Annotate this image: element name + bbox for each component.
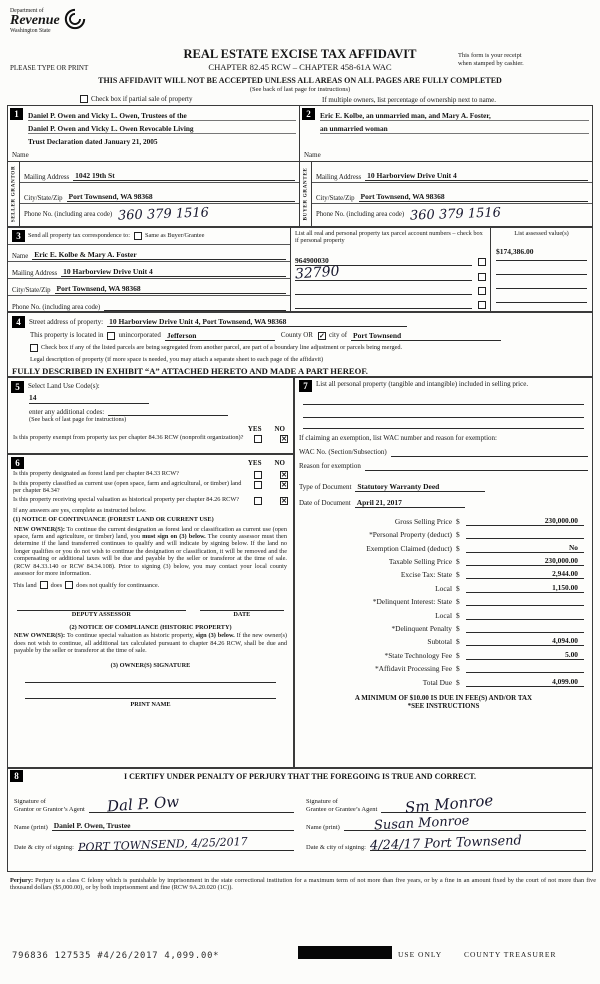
form-title: REAL ESTATE EXCISE TAX AFFIDAVIT (183, 47, 417, 61)
parcel-personal-checkbox-3[interactable] (478, 287, 486, 295)
assessed-values-header: List assessed value(s) (514, 230, 569, 237)
exempt-question-row (13, 434, 288, 443)
seller-mailing-row (20, 162, 299, 183)
assessed-value-field-4[interactable] (496, 289, 587, 303)
current-use-boxes (254, 480, 288, 489)
deputy-assessor-label: DEPUTY ASSESSOR (71, 611, 131, 619)
street-address-label: Street address of property: (29, 317, 104, 326)
does-label: does (50, 581, 63, 589)
notice1-title: (1) NOTICE OF CONTINUANCE (FOREST LAND OR CURRENT USE) (13, 516, 214, 524)
fee-value-field[interactable]: 230,000.00 (466, 556, 584, 566)
grantee-name-row (306, 813, 586, 834)
notice1-body (14, 526, 287, 578)
section1-badge: 1 (10, 108, 23, 120)
seller-name-line3[interactable]: Trust Declaration dated January 21, 2005 (28, 137, 158, 146)
county-field[interactable]: Jefferson (165, 331, 275, 341)
land-use-header-row (11, 380, 290, 393)
county-or-label: County OR (280, 331, 313, 340)
grantor-date-row (14, 831, 294, 854)
currency-symbol: $ (456, 543, 460, 553)
historic-question (13, 496, 288, 505)
perjury-lead: Perjury: (10, 877, 34, 884)
parcel-row-4 (295, 295, 486, 309)
seller-name-line2[interactable]: Daniel P. Owen and Vicky L. Owen Revocable Living (28, 121, 296, 134)
grantee-signature-field[interactable] (381, 791, 586, 817)
section7-badge: 7 (299, 380, 312, 392)
fee-value-field[interactable]: 4,094.00 (466, 636, 584, 646)
buyer-side-strip (300, 162, 312, 226)
fee-row-tech-fee (299, 646, 584, 659)
fee-row-total-due (299, 673, 584, 686)
fee-label: Total Due (422, 677, 452, 687)
seller-name-area (8, 106, 299, 162)
unincorporated-label: unincorporated (118, 331, 161, 340)
buyer-box (300, 106, 592, 226)
grantee-date-handwriting: 4/24/17 Port Townsend (369, 833, 523, 854)
notice2-title: (2) NOTICE OF COMPLIANCE (HISTORIC PROPERTY) (69, 623, 232, 631)
parcel-numbers-column (291, 228, 491, 311)
fee-row-exemption (299, 539, 584, 552)
section5-yes-no-header (11, 425, 290, 433)
personal-property-header-row (299, 380, 588, 392)
if-yes-note: If any answers are yes, complete as instructed below. (13, 506, 147, 514)
grantor-sig-label-line2: Grantor or Grantor’s Agent (14, 805, 85, 813)
seller-lower (8, 162, 299, 226)
this-land-label: This land (13, 581, 37, 589)
personal-property-label: List all personal property (tangible and intangible) included in selling price. (316, 380, 529, 388)
legal-description-label: Legal description of property (if more space is needed, you may attach a separate sheet to each page of the affidavit) (30, 356, 324, 363)
buyer-city-row (312, 183, 592, 204)
historic-yes-checkbox[interactable] (254, 497, 262, 505)
correspondence-name-label: Name (12, 253, 29, 260)
grantor-sig-label-line1: Signature of (14, 798, 46, 805)
current-use-no-checkbox[interactable]: ✕ (281, 481, 287, 489)
section5-badge: 5 (11, 381, 24, 393)
forest-land-question-text: Is this property designated as forest land per chapter 84.33 RCW? (13, 470, 179, 477)
section6-no-label: NO (274, 459, 285, 467)
owners-signature-field[interactable] (25, 669, 276, 683)
notice1-new-owners: NEW OWNER(S): (14, 525, 65, 533)
buyer-name-line2[interactable]: an unmarried woman (320, 121, 589, 134)
fee-label: Exemption Claimed (deduct) (366, 543, 452, 553)
personal-property-line-1[interactable] (303, 394, 584, 405)
fee-value-field[interactable]: 230,000.00 (466, 516, 584, 526)
fee-row-personal (299, 526, 584, 539)
grantor-signature-row (14, 785, 294, 816)
grantor-signature-block (8, 783, 300, 853)
section6-designations (7, 454, 294, 768)
parcel-number-field-3[interactable] (295, 285, 472, 295)
parcel-number-field-1[interactable]: 964900030 (295, 256, 472, 266)
fee-label: *Delinquent Interest: State (372, 597, 452, 607)
please-type-label: PLEASE TYPE OR PRINT (10, 64, 89, 72)
buyer-mailing-field[interactable]: 10 Harborview Drive Unit 4 (365, 171, 588, 181)
cashier-stamp-text: 796836 127535 #4/26/2017 4,099.00* (12, 951, 220, 961)
currency-symbol: $ (456, 624, 460, 634)
fee-label: Local (435, 610, 452, 620)
exempt-answer-boxes (254, 434, 288, 443)
fee-row-subtotal (299, 633, 584, 646)
select-land-use-label: Select Land Use Code(s): (28, 382, 100, 391)
section3-badge: 3 (12, 230, 25, 242)
assessed-values-column (491, 228, 592, 311)
fee-label: *Delinquent Penalty (391, 624, 452, 634)
segregated-label: Check box if any of the listed parcels are being segregated from another parcel, are part of a boundary line adjustment or parcels being merged. (41, 344, 403, 352)
certify-header (8, 769, 592, 783)
notice2-sign-below: sign (3) below. (195, 632, 235, 640)
use-only-label: USE ONLY (398, 950, 443, 959)
forest-land-question (13, 470, 288, 479)
send-correspondence-label: Send all property tax correspondence to: (28, 232, 130, 240)
assessed-value-field-2[interactable] (496, 261, 587, 275)
grantor-name-print-label: Name (print) (14, 823, 48, 831)
buyer-name-line3[interactable] (320, 134, 589, 147)
historic-boxes (254, 496, 288, 505)
grantor-name-print-field[interactable]: Daniel P. Owen, Trustee (52, 821, 294, 831)
current-use-yes-checkbox[interactable] (254, 481, 262, 489)
section2-badge: 2 (302, 108, 315, 120)
section6-badge: 6 (11, 457, 24, 469)
receipt-note-line1: This form is your receipt (458, 52, 522, 59)
wac-row (299, 443, 588, 457)
fee-row-delinq-penalty (299, 620, 584, 633)
seller-name-line1[interactable]: Daniel P. Owen and Vicky L. Owen, Trustees of the (28, 108, 296, 121)
historic-question-text: Is this property receiving special valuation as historical property per chapter 84.26 RCW? (13, 495, 240, 503)
seller-box (8, 106, 300, 226)
fee-label: Subtotal (427, 637, 452, 647)
continuance-row (13, 581, 288, 589)
section5-see-back: (See back of last page for instructions) (29, 416, 127, 423)
currency-symbol: $ (456, 637, 460, 647)
parcel-row-3 (295, 281, 486, 295)
correspondence-phone-field[interactable] (104, 302, 286, 311)
fee-table (299, 513, 588, 687)
revenue-swirl-icon (64, 8, 86, 32)
warning-line: THIS AFFIDAVIT WILL NOT BE ACCEPTED UNLESS ALL AREAS ON ALL PAGES ARE FULLY COMPLETED (98, 76, 502, 85)
washington-state-label: Washington State (10, 28, 51, 34)
grantor-signature-handwriting: Dal P. Ow (106, 792, 180, 816)
does-not-label: does not qualify for continuance. (76, 581, 160, 589)
grantor-sig-label (14, 798, 85, 813)
section8-badge: 8 (10, 770, 23, 782)
grantor-date-handwriting: PORT TOWNSEND, 4/25/2017 (77, 835, 248, 854)
section6-yes-label: YES (247, 459, 262, 467)
buyer-name-line1[interactable]: Eric E. Kolbe, an unmarried man, and Mary A. Foster, (320, 108, 589, 121)
seller-name-label: Name (12, 150, 29, 159)
county-treasurer-label: COUNTY TREASURER (464, 950, 557, 959)
dept-of-label: Department of (10, 8, 44, 14)
does-checkbox[interactable] (40, 581, 48, 589)
forest-yes-checkbox[interactable] (254, 471, 262, 479)
fee-value-field[interactable]: 5.00 (466, 650, 584, 660)
located-pre-label: This property is located in (30, 331, 104, 340)
fee-row-gross (299, 513, 584, 526)
exempt-yes-checkbox[interactable] (254, 435, 262, 443)
fee-row-excise-local (299, 579, 584, 592)
grantor-name-row (14, 813, 294, 831)
notice1-text1: To continue the current designation as forest land or classification as current use (open space, farm and agriculture, or timber) land, you (14, 525, 287, 541)
personal-property-line-2[interactable] (303, 407, 584, 418)
section5-land-use (7, 377, 294, 454)
print-name-field[interactable] (25, 683, 276, 699)
redaction-bar (298, 946, 392, 959)
notice2-new-owners: NEW OWNER(S): (14, 632, 66, 640)
revenue-wordmark: Revenue (10, 13, 60, 28)
fee-row-delinq-interest-state (299, 593, 584, 606)
parcel-row-2 (294, 263, 486, 283)
currency-symbol: $ (456, 557, 460, 567)
seller-phone-row (20, 204, 299, 225)
doc-type-label: Type of Document (299, 483, 352, 491)
grantee-date-row (306, 831, 586, 854)
street-address-field[interactable]: 10 Harborview Drive Unit 4, Port Townsend, WA 98368 (107, 317, 407, 327)
buyer-grantee-vertical-label: BUYER GRANTEE (302, 167, 309, 221)
seller-mailing-label: Mailing Address (24, 174, 70, 181)
fee-value-field[interactable]: 1,150.00 (466, 583, 584, 593)
grantee-name-handwriting: Susan Monroe (373, 813, 470, 834)
personal-property-line-3[interactable] (303, 418, 584, 429)
receipt-note (458, 52, 574, 67)
dept-revenue-logo (10, 8, 140, 34)
fee-value-field[interactable]: 2,944.00 (466, 569, 584, 579)
buyer-phone-row (312, 204, 592, 225)
parcel-numbers-header: List all real and personal property tax parcel account numbers – check box if personal property (295, 230, 483, 245)
grantor-date-field[interactable] (77, 835, 294, 854)
correspondence-city-field[interactable]: Port Townsend, WA 98368 (55, 284, 286, 294)
fee-value-field[interactable]: 4,099.00 (466, 677, 584, 687)
current-use-question-text: Is this property classified as current use (open space, farm and agricultural, or timber) land per chapter 84.34? (13, 480, 242, 495)
forest-no-checkbox[interactable]: ✕ (281, 471, 287, 479)
currency-symbol: $ (456, 583, 460, 593)
certify-statement: I CERTIFY UNDER PENALTY OF PERJURY THAT THE FOREGOING IS TRUE AND CORRECT. (123, 772, 476, 781)
grantee-date-field[interactable] (369, 833, 586, 854)
buyer-name-label: Name (304, 150, 321, 159)
buyer-city-label: City/State/Zip (316, 195, 355, 202)
additional-codes-field[interactable] (108, 407, 228, 416)
section6-yes-no-header (234, 459, 290, 467)
see-back-line: (See back of last page for instructions) (249, 86, 351, 93)
city-name-field[interactable]: Port Townsend (351, 331, 501, 341)
fee-label: *Personal Property (deduct) (369, 530, 452, 540)
seller-mailing-field[interactable]: 1042 19th St (73, 171, 295, 181)
fee-value-field[interactable] (466, 605, 584, 606)
additional-codes-label: enter any additional codes: (29, 407, 105, 416)
correspondence-city-row (8, 279, 290, 296)
deputy-assessor-row (17, 601, 284, 618)
exempt-no-checkbox[interactable]: ✕ (281, 435, 287, 443)
buyer-name-area (300, 106, 592, 162)
print-name-label: PRINT NAME (130, 700, 171, 708)
forest-land-boxes (254, 470, 288, 479)
grantee-date-label: Date & city of signing: (306, 843, 366, 851)
fee-value-field[interactable] (466, 672, 584, 673)
section4-property-location (7, 312, 593, 377)
seller-side-strip (8, 162, 20, 226)
deputy-date-field[interactable] (200, 601, 284, 611)
buyer-phone-field[interactable]: 360 379 1516 (409, 205, 502, 224)
land-use-code-field[interactable]: 14 (29, 393, 149, 404)
chapter-subtitle: CHAPTER 82.45 RCW – CHAPTER 458-61A WAC (208, 62, 392, 72)
seller-city-field[interactable]: Port Townsend, WA 98368 (67, 192, 295, 202)
buyer-mailing-row (312, 162, 592, 183)
fee-value-field[interactable]: No (466, 543, 584, 553)
fee-value-field[interactable] (466, 632, 584, 633)
multiple-owners-note: If multiple owners, list percentage of ownership next to name. (322, 96, 496, 104)
doc-date-label: Date of Document (299, 499, 351, 507)
currency-symbol: $ (456, 516, 460, 526)
currency-symbol: $ (456, 597, 460, 607)
fee-label: *Affidavit Processing Fee (374, 664, 452, 674)
section5-no-label: NO (274, 425, 285, 433)
parcel-personal-checkbox-4[interactable] (478, 301, 486, 309)
parcel-number-field-4[interactable] (295, 299, 472, 309)
parcel-personal-checkbox-2[interactable] (478, 273, 486, 281)
notice2-body (14, 632, 287, 654)
grantee-sig-label-line1: Signature of (306, 798, 338, 805)
historic-no-checkbox[interactable]: ✕ (281, 496, 287, 505)
perjury-body: Perjury is a class C felony which is punishable by imprisonment in the state correctional institution for a maximum term of not more than five years, or by a fine in an amount fixed by the court of not more than five thousand dollars ($5,000.00), or by both imprisonment and fine (RCW 9A.20.020 (1C)). (10, 877, 596, 892)
fee-row-processing-fee (299, 660, 584, 673)
doc-type-field[interactable]: Statutory Warranty Deed (355, 482, 485, 492)
parties-section (7, 105, 593, 227)
grantee-name-print-field[interactable] (344, 813, 586, 834)
grantee-signature-row (306, 785, 586, 817)
same-as-buyer-label: Same as Buyer/Grantee (144, 232, 205, 240)
fee-label: Local (435, 583, 452, 593)
currency-symbol: $ (456, 650, 460, 660)
segregated-checkbox[interactable] (30, 344, 38, 352)
seller-grantor-vertical-label: SELLER GRANTOR (10, 165, 17, 223)
exemption-note: If claiming an exemption, list WAC number and reason for exemption: (299, 434, 497, 442)
correspondence-city-label: City/State/Zip (12, 287, 51, 294)
notice1-text2: The county assessor must then determine if the land transferred continues to qualify and will indicate by signing below. If the land no longer qualifies or you do not wish to continue the designation or classification, it will be removed and the compensating or additional taxes will be due and payable by the seller or transferor at the time of sale. (RCW 84.33.140 or RCW 84.34.108). Prior to signing (3) below, you may contact your local county assessor for more information. (14, 533, 287, 578)
buyer-lower (300, 162, 592, 226)
buyer-mailing-label: Mailing Address (316, 174, 362, 181)
partial-sale-label: Check box if partial sale of property (91, 95, 193, 103)
city-of-checkbox[interactable]: ✓ (319, 331, 325, 340)
current-use-question (13, 480, 288, 495)
reason-field[interactable] (365, 462, 588, 471)
receipt-note-line2: when stamped by cashier. (458, 59, 524, 67)
section3-correspondence (7, 227, 593, 312)
grantee-signature-handwriting: Sm Monroe (404, 791, 495, 817)
additional-codes-row (11, 404, 290, 416)
does-not-checkbox[interactable] (65, 581, 73, 589)
reason-label: Reason for exemption (299, 462, 361, 470)
doc-date-row (299, 492, 588, 508)
wac-field[interactable] (391, 448, 588, 457)
parcel-number-field-2[interactable] (294, 263, 472, 283)
section3-left (8, 228, 291, 311)
seller-city-row (20, 183, 299, 204)
partial-sale-row (80, 95, 280, 104)
grantee-sig-label (306, 798, 377, 813)
notice2-text1: To continue special valuation as historic property, (65, 632, 196, 640)
currency-symbol: $ (456, 570, 460, 580)
correspondence-mailing-field[interactable]: 10 Harborview Drive Unit 4 (61, 267, 286, 277)
fee-label: Gross Selling Price (394, 516, 452, 526)
seller-phone-label: Phone No. (including area code) (24, 211, 113, 218)
assessed-value-field-3[interactable] (496, 275, 587, 289)
owners-signature-title: (3) OWNER(S) SIGNATURE (110, 661, 191, 669)
fee-row-taxable (299, 553, 584, 566)
section4-badge: 4 (12, 316, 25, 328)
currency-symbol: $ (456, 530, 460, 540)
reason-row (299, 457, 588, 471)
grantee-signature-block (300, 783, 592, 853)
parcel-number-handwritten: 32790 (294, 263, 341, 283)
parcel-personal-checkbox-1[interactable] (478, 258, 486, 266)
section5-yes-label: YES (247, 425, 262, 433)
correspondence-mailing-row (8, 262, 290, 279)
exempt-question-text: Is this property exempt from property tax per chapter 84.36 RCW (nonprofit organization)? (13, 434, 244, 441)
grantor-date-label: Date & city of signing: (14, 843, 74, 851)
correspondence-phone-row (8, 296, 290, 312)
wac-label: WAC No. (Section/Subsection) (299, 448, 387, 456)
fee-row-excise-state (299, 566, 584, 579)
buyer-city-field[interactable]: Port Townsend, WA 98368 (359, 192, 588, 202)
street-address-row (12, 315, 588, 329)
deputy-date-label: DATE (233, 611, 251, 619)
deputy-assessor-signature-field[interactable] (17, 601, 186, 611)
segregated-row (12, 342, 588, 354)
correspondence-phone-label: Phone No. (including area code) (12, 304, 101, 311)
currency-symbol: $ (456, 664, 460, 674)
section7-tax-computation (294, 377, 593, 768)
section3-header-row (8, 228, 290, 245)
currency-symbol: $ (456, 677, 460, 687)
grantor-signature-field[interactable] (89, 792, 294, 816)
located-in-row (12, 329, 588, 342)
fee-value-field[interactable] (466, 538, 584, 539)
exhibit-a-text: FULLY DESCRIBED IN EXHIBIT “A” ATTACHED HERETO AND MADE A PART HEREOF. (12, 366, 368, 376)
partial-sale-checkbox[interactable] (80, 95, 88, 103)
fee-label: *State Technology Fee (384, 650, 452, 660)
notice1-must-sign: must sign on (3) below. (142, 533, 206, 541)
correspondence-name-field[interactable]: Eric E. Kolbe & Mary A. Foster (32, 250, 286, 260)
same-as-buyer-checkbox[interactable] (134, 232, 142, 240)
section6-header-row (11, 457, 290, 469)
seller-phone-field[interactable]: 360 379 1516 (117, 205, 210, 224)
currency-symbol: $ (456, 610, 460, 620)
fee-row-delinq-interest-local (299, 606, 584, 619)
city-of-label: city of (328, 331, 348, 340)
minimum-due-note: A MINIMUM OF $10.00 IS DUE IN FEE(S) AND/OR TAX (354, 693, 533, 702)
see-instructions-note: *SEE INSTRUCTIONS (407, 701, 480, 710)
buyer-phone-label: Phone No. (including area code) (316, 211, 405, 218)
perjury-note (10, 877, 596, 892)
assessed-value-field-1[interactable]: $174,386.00 (496, 247, 587, 261)
fee-label: Excise Tax: State (400, 570, 452, 580)
doc-date-field[interactable]: April 21, 2017 (355, 498, 465, 508)
correspondence-name-row (8, 245, 290, 262)
signature-columns (8, 783, 592, 853)
section8-certification (7, 768, 593, 872)
notice2-text2: If the new owner(s) does not wish to continue, all additional tax calculated pursuant to chapter 84.26 RCW, shall be due and payable by the seller or transferor at the time of sale. (14, 632, 287, 655)
correspondence-mailing-label: Mailing Address (12, 270, 58, 277)
unincorporated-checkbox[interactable] (107, 332, 115, 340)
grantee-sig-label-line2: Grantee or Grantee’s Agent (306, 805, 378, 813)
doc-type-row (299, 475, 588, 492)
fee-label: Taxable Selling Price (388, 557, 452, 567)
seller-city-label: City/State/Zip (24, 195, 63, 202)
grantee-name-print-label: Name (print) (306, 823, 340, 831)
fee-value-field[interactable] (466, 619, 584, 620)
